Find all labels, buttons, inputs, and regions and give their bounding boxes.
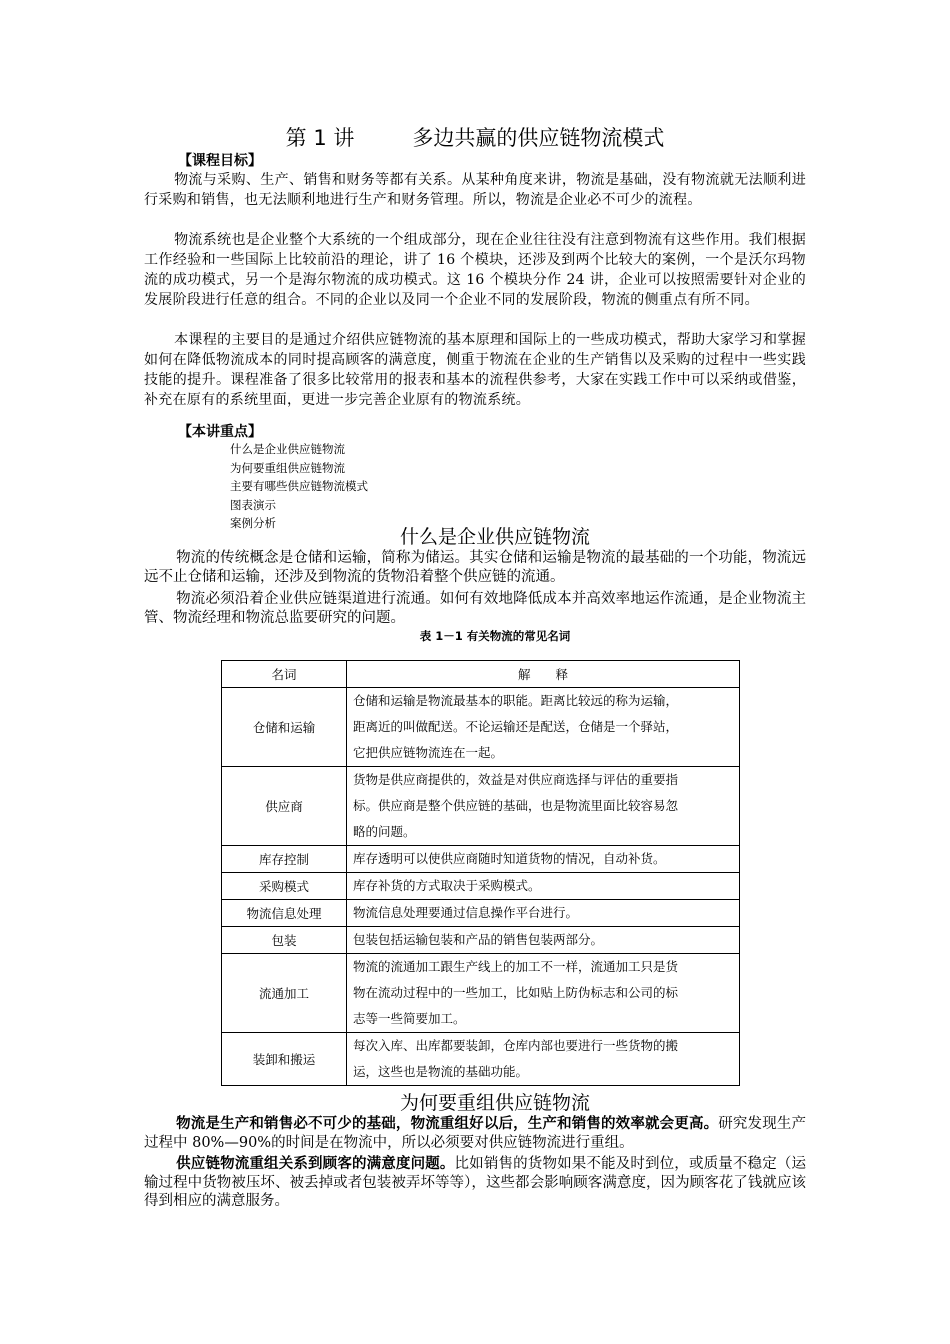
section-heading-2: 为何要重组供应链物流 <box>399 1092 590 1114</box>
section1-paragraph-1: 物流的传统概念是仓储和运输，简称为储运。其实仓储和运输是物流的最基础的一个功能，物流远远不止仓储和运输，还涉及到物流的货物沿着整个供应链的流通。 <box>144 550 806 585</box>
explanation-cell: 库存补货的方式取决于采购模式。 <box>347 873 740 900</box>
explanation-cell: 仓储和运输是物流最基本的职能。距离比较远的称为运输， 距离近的叫做配送。不论运输还是配送，仓储是一个驿站， 它把供应链物流连在一起。 <box>347 688 740 767</box>
table-row <box>222 688 740 767</box>
objective-paragraph-1: 物流与采购、生产、销售和财务等都有关系。从某种角度来讲，物流是基础，没有物流就无法顺利进行采购和销售，也无法顺利地进行生产和财务管理。所以，物流是企业必不可少的流程。 <box>144 172 806 208</box>
table-row <box>222 846 740 873</box>
explanation-cell: 物流的流通加工跟生产线上的加工不一样，流通加工只是货 物在流动过程中的一些加工，比如贴上防伪标志和公司的标 志等一些简要加工。 <box>347 954 740 1033</box>
section1-paragraph-2: 物流必须沿着企业供应链渠道进行流通。如何有效地降低成本并高效率地运作流通，是企业物流主管、物流经理和物流总监要研究的问题。 <box>144 591 806 626</box>
lecture-title: 多边共赢的供应链物流模式 <box>412 126 665 150</box>
focus-list <box>230 440 368 533</box>
explanation-cell: 货物是供应商提供的，效益是对供应商选择与评估的重要指 标。供应商是整个供应链的基础，也是物流里面比较容易忽 略的问题。 <box>347 767 740 846</box>
explanation-cell: 包装包括运输包装和产品的销售包装两部分。 <box>347 927 740 954</box>
section2-paragraph-2: 供应链物流重组关系到顾客的满意度问题。比如销售的货物如果不能及时到位，或质量不稳定（运输过程中货物被压坏、被丢掉或者包装被弄坏等等），这些都会影响顾客满意度，因为顾客花了钱就应该得到相应的满意服务。 <box>144 1155 807 1209</box>
table-row <box>222 927 740 954</box>
table-row <box>222 954 740 1033</box>
term-cell: 物流信息处理 <box>222 900 347 927</box>
explanation-cell: 库存透明可以使供应商随时知道货物的情况，自动补货。 <box>347 846 740 873</box>
explanation-cell: 每次入库、出库都要装卸，仓库内部也要进行一些货物的搬 运，这些也是物流的基础功能。 <box>347 1033 740 1086</box>
term-cell: 采购模式 <box>222 873 347 900</box>
table-row <box>222 900 740 927</box>
term-cell: 装卸和搬运 <box>222 1033 347 1086</box>
objective-paragraph-3: 本课程的主要目的是通过介绍供应链物流的基本原理和国际上的一些成功模式，帮助大家学习和掌握如何在降低物流成本的同时提高顾客的满意度，侧重于物流在企业的生产销售以及采购的过程中一些实践技能的提升。课程准备了很多比较常用的报表和基本的流程供参考，大家在实践工作中可以采纳或借鉴，补充在原有的系统里面，更进一步完善企业原有的物流系统。 <box>144 332 806 408</box>
explanation-cell: 物流信息处理要通过信息操作平台进行。 <box>347 900 740 927</box>
section2-paragraph-1: 物流是生产和销售必不可少的基础，物流重组好以后，生产和销售的效率就会更高。研究发现生产过程中 80%—90%的时间是在物流中，所以必须要对供应链物流进行重组。 <box>144 1115 807 1151</box>
term-cell: 供应商 <box>222 767 347 846</box>
section-heading-1: 什么是企业供应链物流 <box>399 526 590 548</box>
table-row <box>222 1033 740 1086</box>
focus-item: 案例分析 <box>230 516 276 530</box>
focus-item: 为何要重组供应链物流 <box>230 460 345 475</box>
table-caption: 表 1－1 有关物流的常见名词 <box>419 629 571 643</box>
header-term: 名词 <box>222 661 347 688</box>
lecture-number: 第 1 讲 <box>285 126 355 150</box>
header-explanation: 解 释 <box>347 661 740 688</box>
term-cell: 仓储和运输 <box>222 688 347 767</box>
focus-item: 主要有哪些供应链物流模式 <box>230 479 368 493</box>
table-row <box>222 873 740 900</box>
term-cell: 包装 <box>222 927 347 954</box>
focus-label: 【本讲重点】 <box>178 424 262 440</box>
focus-item: 图表演示 <box>230 497 276 512</box>
terms-table <box>221 660 740 1086</box>
focus-item: 什么是企业供应链物流 <box>230 442 345 456</box>
table-header-row <box>222 661 740 688</box>
term-cell: 库存控制 <box>222 846 347 873</box>
objective-label: 【课程目标】 <box>178 153 262 169</box>
page-title <box>0 122 950 152</box>
term-cell: 流通加工 <box>222 954 347 1033</box>
table-row <box>222 767 740 846</box>
objective-paragraph-2: 物流系统也是企业整个大系统的一个组成部分，现在企业往往没有注意到物流有这些作用。我们根据工作经验和一些国际上比较前沿的理论，讲了 16 个模块，还涉及到两个比较大的案例，一个是沃尔玛物流的成功模式，另一个是海尔物流的成功模式。这 16 个模块分作 24 讲，企业可以按照需要针对企业的发展阶段进行任意的组合。不同的企业以及同一个企业不同的发展阶段，物流的侧重点有所不同。 <box>144 232 806 308</box>
